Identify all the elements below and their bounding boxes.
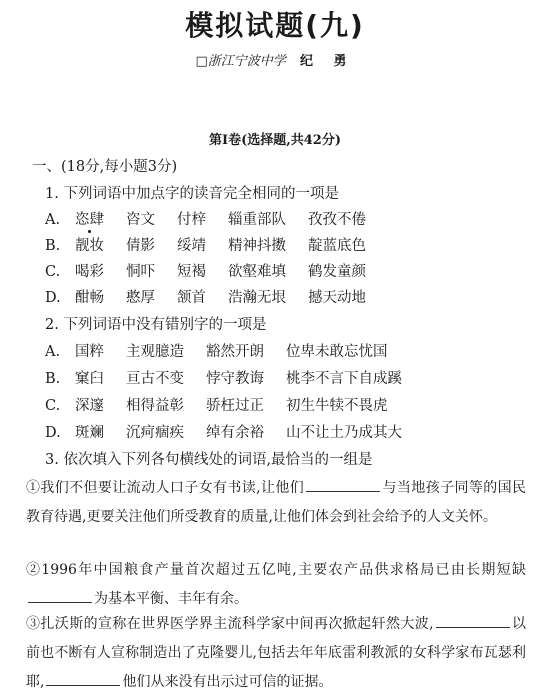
option-letter: B. <box>45 238 61 254</box>
option-word: 辎重部队 <box>228 212 286 228</box>
option-word: 浩瀚无垠 <box>228 290 286 306</box>
option-letter: C. <box>45 264 61 280</box>
option-word: 鹤发童颜 <box>308 264 366 280</box>
question-1-option-d <box>45 288 388 308</box>
option-word: 靛蓝底色 <box>308 238 366 254</box>
sentence-text: 以前也不断有人宣称制造出了克隆婴儿,包括去年年底雷利教派的女科学家布瓦瑟利耶, <box>26 616 527 690</box>
question-3-stem: 3. 依次填入下列各句横线处的词语,最恰当的一组是 <box>45 452 373 468</box>
option-word: 颔首 <box>177 290 206 306</box>
option-word: 豁然开朗 <box>206 344 264 360</box>
question-2-stem: 2. 下列词语中没有错别字的一项是 <box>45 317 267 333</box>
option-word: 绥靖 <box>177 238 206 254</box>
option-word: 精神抖擞 <box>228 238 286 254</box>
option-word: 撼天动地 <box>308 290 366 306</box>
question-1-stem: 1. 下列词语中加点字的读音完全相同的一项是 <box>45 186 339 202</box>
option-word: 主观臆造 <box>126 344 184 360</box>
byline <box>0 50 550 69</box>
sentence-text: 与当地孩子同等的国民教育待遇,更要关注他们所受教育的质量,让他们体会到社会给予的人文关怀。 <box>26 480 527 525</box>
option-word: 悖守教诲 <box>206 371 264 387</box>
question-1-option-b <box>45 236 388 256</box>
part-heading: 一、(18分,每小题3分) <box>32 159 178 175</box>
option-word: 咨文 <box>126 212 155 228</box>
option-word: 酣畅 <box>75 290 104 306</box>
option-word: 倩影 <box>126 238 155 254</box>
option-word: 短褐 <box>177 264 206 280</box>
question-2-option-a <box>45 342 410 362</box>
author-name: 纪 勇 <box>299 54 355 69</box>
question-1-option-a <box>45 210 388 230</box>
option-letter: A. <box>45 212 61 228</box>
option-word: 沉疴痼疾 <box>126 425 184 441</box>
school-name: □浙江宁波中学 <box>195 54 286 69</box>
option-word: 孜孜不倦 <box>308 212 366 228</box>
answer-blank[interactable] <box>28 588 92 603</box>
option-word: 斑斓 <box>75 425 104 441</box>
section-heading: 第Ⅰ卷(选择题,共42分) <box>209 133 341 148</box>
option-word: 恫吓 <box>126 264 155 280</box>
question-2-option-b <box>45 369 424 389</box>
answer-blank[interactable] <box>436 613 510 628</box>
option-word: 骄枉过正 <box>206 398 264 414</box>
option-letter: D. <box>45 425 61 441</box>
option-word: 欲壑难填 <box>228 264 286 280</box>
question-2-option-c <box>45 396 410 416</box>
option-word: 相得益彰 <box>126 398 184 414</box>
option-word: 靓妆 <box>75 238 104 254</box>
answer-blank[interactable] <box>306 477 380 492</box>
option-word: 深邃 <box>75 398 104 414</box>
sentence-text: ①我们不但要让流动人口子女有书读,让他们 <box>26 480 305 496</box>
question-2-option-d <box>45 423 424 443</box>
sentence-text: ③扎沃斯的宣称在世界医学界主流科学家中间再次掀起轩然大波, <box>26 616 434 632</box>
option-word: 位卑未敢忘忧国 <box>286 344 388 360</box>
option-word: 桃李不言下自成蹊 <box>286 371 402 387</box>
option-word: 憨厚 <box>126 290 155 306</box>
option-word: 山不让土乃成其大 <box>286 425 402 441</box>
option-word: 初生牛犊不畏虎 <box>286 398 388 414</box>
option-letter: A. <box>45 344 61 360</box>
question-3-sentence-2 <box>26 556 526 614</box>
option-word: 付梓 <box>177 212 206 228</box>
sentence-text: 他们从来没有出示过可信的证据。 <box>122 674 333 690</box>
sentence-text: 为基本平衡、丰年有余。 <box>94 591 248 607</box>
option-word: 喝彩 <box>75 264 104 280</box>
option-letter: B. <box>45 371 61 387</box>
option-letter: C. <box>45 398 61 414</box>
page-title: 模拟试题(九) <box>185 9 365 42</box>
option-word: 恣肆 <box>75 212 104 228</box>
answer-blank[interactable] <box>46 671 120 686</box>
question-1-option-c <box>45 262 388 282</box>
option-word: 绰有余裕 <box>206 425 264 441</box>
question-3-sentence-1 <box>26 474 526 532</box>
option-letter: D. <box>45 290 61 306</box>
sentence-text: ②1996年中国粮食产量首次超过五亿吨,主要农产品供求格局已由长期短缺 <box>26 562 526 578</box>
option-word: 亘古不变 <box>126 371 184 387</box>
option-word: 国粹 <box>75 344 104 360</box>
question-3-sentence-3 <box>26 610 526 697</box>
option-word: 窠臼 <box>75 371 104 387</box>
